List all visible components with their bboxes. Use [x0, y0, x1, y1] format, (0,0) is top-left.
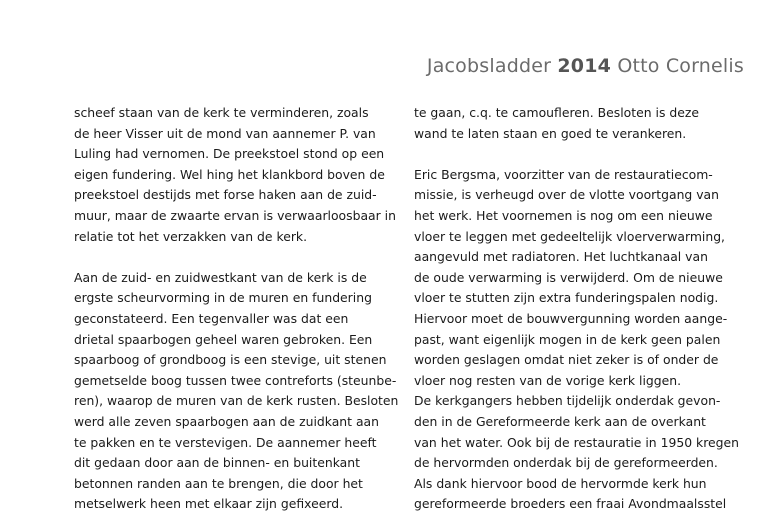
- text-line: dit gedaan door aan de binnen- en buitenkant: [74, 455, 360, 471]
- text-line: het werk. Het voornemen is nog om een nieuwe: [414, 207, 713, 223]
- paragraph-gap: [414, 144, 744, 165]
- text-line: den in de Gereformeerde kerk aan de overkant: [414, 413, 706, 429]
- text-line: ergste scheurvorming in de muren en fundering: [74, 290, 372, 306]
- text-line: de heer Visser uit de mond van aannemer P. van: [74, 125, 376, 141]
- text-line: spaarboog of grondboog is een stevige, uit stenen: [74, 352, 387, 368]
- page-header: [427, 55, 744, 77]
- text-line: gemetselde boog tussen twee contreforts (steunbe-: [74, 372, 397, 388]
- text-line: aangevuld met radiatoren. Het luchtkanaal van: [414, 249, 708, 265]
- text-line: drietal spaarbogen geheel waren gebroken. Een: [74, 331, 373, 347]
- text-line: te gaan, c.q. te camoufleren. Besloten is deze: [414, 105, 699, 120]
- text-line: ren), waarop de muren van de kerk rusten. Besloten: [74, 393, 399, 409]
- text-line: worden geslagen omdat niet zeker is of onder de: [414, 352, 719, 368]
- text-line: Als dank hiervoor bood de hervormde kerk hun: [414, 475, 707, 491]
- right-paragraph-1: [414, 103, 744, 144]
- text-line: werd alle zeven spaarbogen aan de zuidkant aan: [74, 413, 379, 429]
- text-line: muur, maar de zwaarte ervan is verwaarloosbaar in: [74, 207, 396, 223]
- text-line: vloer nog resten van de vorige kerk liggen.: [414, 372, 682, 388]
- text-line: past, want eigenlijk mogen in de kerk geen palen: [414, 331, 721, 347]
- text-line: Aan de zuid- en zuidwestkant van de kerk is de: [74, 269, 367, 285]
- text-line: eigen fundering. Wel hing het klankbord boven de: [74, 166, 385, 182]
- text-line: Eric Bergsma, voorzitter van de restauratiecom-: [414, 166, 713, 182]
- text-line: relatie tot het verzakken van de kerk.: [74, 228, 308, 244]
- text-line: de oude verwarming is verwijderd. Om de nieuwe: [414, 269, 723, 285]
- right-paragraph-2: [414, 165, 744, 515]
- text-line: De kerkgangers hebben tijdelijk onderdak gevon-: [414, 393, 721, 409]
- right-column: [414, 103, 744, 515]
- paragraph-gap: [74, 247, 384, 268]
- text-line: te pakken en te verstevigen. De aannemer heeft: [74, 434, 377, 450]
- header-title: Jacobsladder: [426, 55, 552, 77]
- text-line: vloer te stutten zijn extra funderingspalen nodig.: [414, 290, 719, 306]
- header-year: 2014: [557, 55, 612, 77]
- text-line: wand te laten staan en goed te verankeren.: [414, 125, 687, 141]
- text-line: gereformeerde broeders een fraai Avondmaalsstel: [414, 496, 727, 512]
- text-line: Hiervoor moet de bouwvergunning worden aange-: [414, 310, 728, 326]
- header-author: Otto Cornelis: [617, 55, 744, 77]
- left-paragraph-1: [74, 103, 396, 247]
- left-column: [74, 103, 399, 515]
- text-line: geconstateerd. Een tegenvaller was dat een: [74, 310, 349, 326]
- text-line: van het water. Ook bij de restauratie in 1950 kregen: [414, 434, 740, 450]
- left-paragraph-2: [74, 268, 399, 515]
- text-line: metselwerk heen met elkaar zijn gefixeerd.: [74, 496, 344, 512]
- text-line: vloer te leggen met gedeeltelijk vloerverwarming,: [414, 228, 725, 244]
- text-line: betonnen randen aan te brengen, die door het: [74, 475, 363, 491]
- text-line: missie, is verheugd over de vlotte voortgang van: [414, 187, 720, 203]
- text-line: de hervormden onderdak bij de gereformeerden.: [414, 455, 718, 471]
- text-line: scheef staan van de kerk te verminderen, zoals: [74, 105, 369, 120]
- text-line: preekstoel destijds met forse haken aan de zuid-: [74, 187, 377, 203]
- text-line: Luling had vernomen. De preekstoel stond op een: [74, 146, 385, 162]
